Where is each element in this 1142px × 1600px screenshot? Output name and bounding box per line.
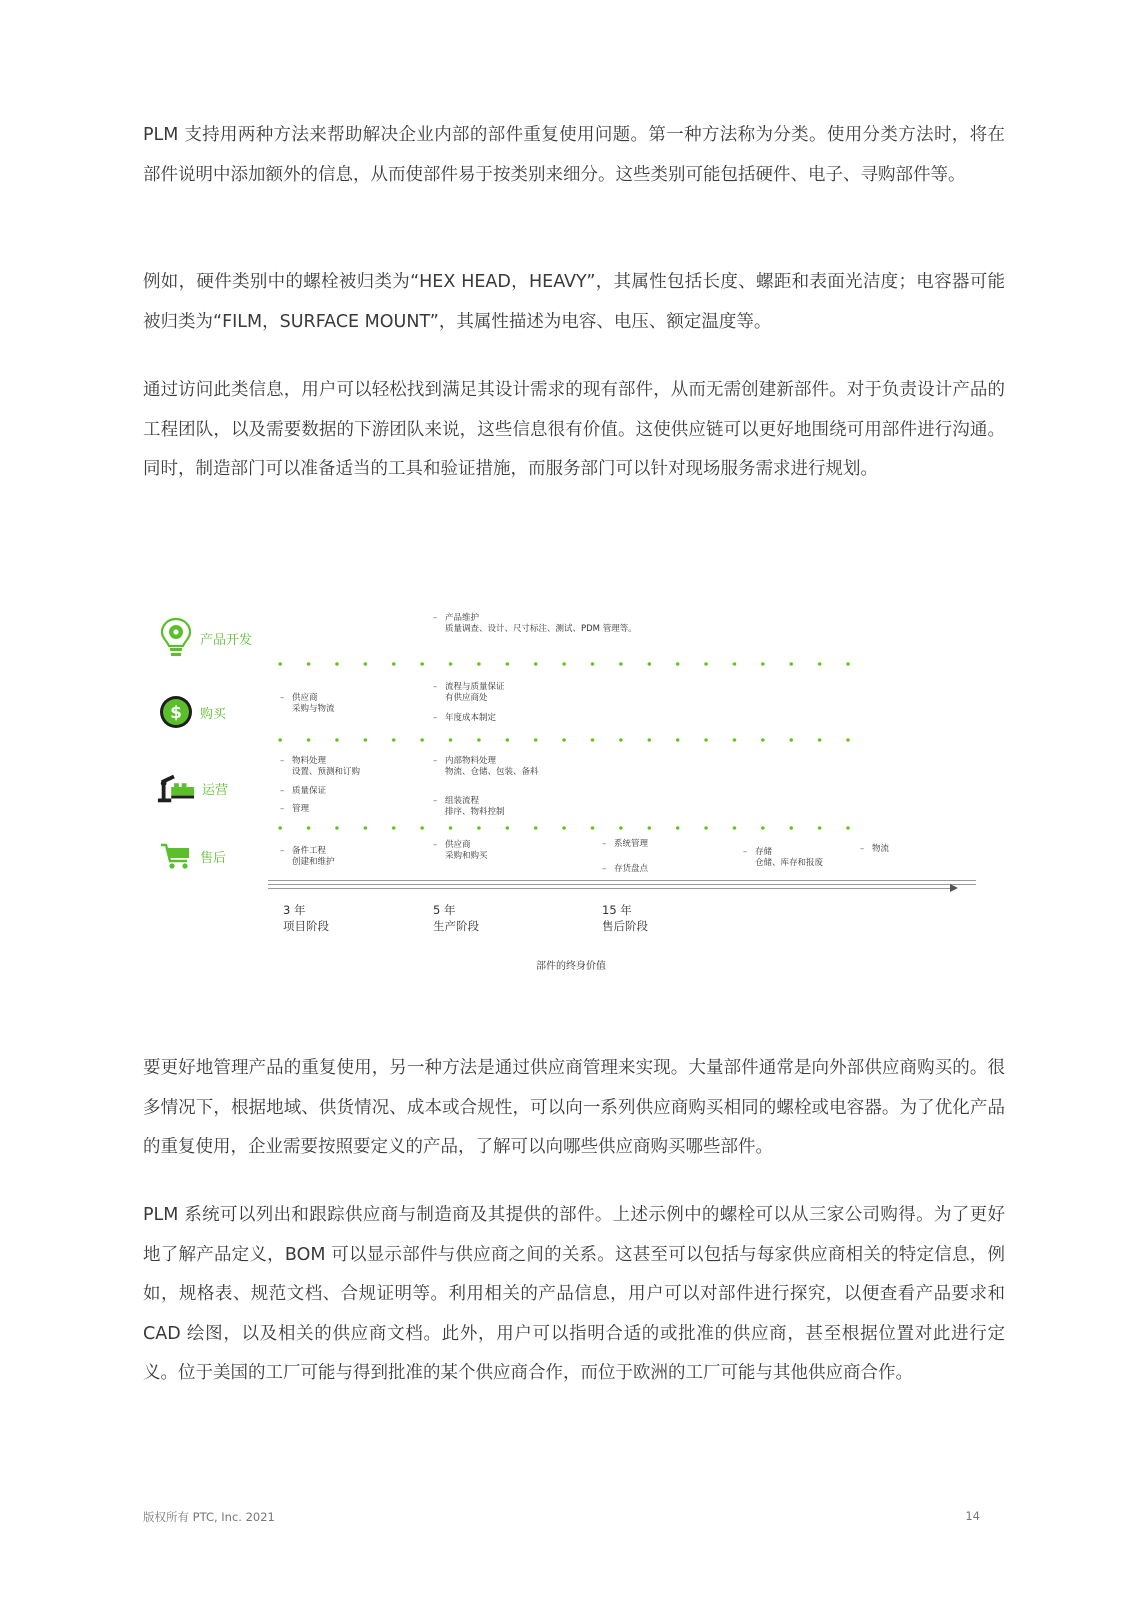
dotted-separator <box>266 826 866 830</box>
note-logistics <box>872 844 889 855</box>
timeline-axis-arrow-line <box>268 888 953 889</box>
paragraph-supplier-management: 要更好地管理产品的重复使用，另一种方法是通过供应商管理来实现。大量部件通常是向外部供应商购买的。很多情况下，根据地域、供货情况、成本或合规性，可以向一系列供应商购买相同的螺栓或电容器。为了优化产品的重复使用，企业需要按照要定义的产品，了解可以向哪些供应商购买哪些部件。 <box>143 1058 1005 1157</box>
paragraph-benefits: 通过访问此类信息，用户可以轻松找到满足其设计需求的现有部件，从而无需创建新部件。对于负责设计产品的工程团队，以及需要数据的下游团队来说，这些信息很有价值。这使供应链可以更好地围绕可用部件进行沟通。同时，制造部门可以准备适当的工具和验证措施，而服务部门可以针对现场服务需求进行规划。 <box>143 380 1005 479</box>
note-detail: 采购和购买 <box>445 851 488 861</box>
footer-copyright: 版权所有 PTC, Inc. 2021 <box>143 1510 275 1524</box>
note-quality-assurance <box>292 786 326 797</box>
paragraph-plm-suppliers: PLM 系统可以列出和跟踪供应商与制造商及其提供的部件。上述示例中的螺栓可以从三家公司购得。为了更好地了解产品定义，BOM 可以显示部件与供应商之间的关系。这甚至可以包括与每家供应商相关的特定信息，例如，规格表、规范文档、合规证明等。利用相关的产品信息，用户可以对部件进行探究，以便查看产品要求和 CAD 绘图，以及相关的供应商文档。此外，用户可以指明合适的或批准的供应商，甚至根据位置对此进行定义。位于美国的工厂可能与得到批准的某个供应商合作，而位于欧洲的工厂可能与其他供应商合作。 <box>143 1205 1005 1383</box>
robot-arm-conveyor-icon <box>156 766 196 810</box>
note-title: – 系统管理 <box>614 839 649 849</box>
note-detail: 采购与物流 <box>292 704 335 714</box>
note-management <box>292 804 309 815</box>
note-detail: 质量调查、设计、尺寸标注、测试、PDM 管理等。 <box>445 624 637 634</box>
phase-label: 项目阶段 <box>283 919 329 933</box>
note-detail: 设置、预测和订购 <box>292 767 361 777</box>
note-detail: 仓储、库存和报废 <box>755 858 824 868</box>
note-title: – 管理 <box>292 804 310 814</box>
note-storage <box>755 847 823 869</box>
dollar-coin-icon <box>156 690 196 734</box>
note-title: – 备件工程 <box>292 846 327 856</box>
category-label: 售后 <box>200 850 227 866</box>
phase-label: 售后阶段 <box>602 919 648 933</box>
note-title: – 存储 <box>755 847 773 857</box>
page-number: 14 <box>965 1509 980 1523</box>
note-spare-parts <box>292 846 335 868</box>
note-title: – 质量保证 <box>292 786 327 796</box>
note-supplier-purchasing <box>445 840 488 862</box>
arrowhead-icon <box>950 884 958 892</box>
note-title: – 内部物料处理 <box>445 756 497 766</box>
phase-label: 生产阶段 <box>433 919 479 933</box>
category-label: 运营 <box>202 782 229 798</box>
note-detail: 创建和维护 <box>292 857 335 867</box>
note-inventory <box>614 864 648 875</box>
note-internal-material <box>445 756 539 778</box>
category-purchasing <box>156 688 226 736</box>
paragraph-example: 例如，硬件类别中的螺栓被归类为“HEX HEAD，HEAVY”，其属性包括长度、螺距和表面光洁度；电容器可能被归类为“FILM，SURFACE MOUNT”，其属性描述为电容、电压、额定温度等。 <box>143 272 1005 332</box>
svg-text:$: $ <box>170 703 182 723</box>
note-title: – 供应商 <box>292 693 318 703</box>
category-label: 产品开发 <box>200 632 253 648</box>
note-title: – 年度成本制定 <box>445 713 497 723</box>
phase-years: 15 年 <box>602 903 632 917</box>
category-label: 购买 <box>200 706 227 722</box>
note-supplier-logistics <box>292 693 335 715</box>
phase-years: 3 年 <box>283 903 306 917</box>
note-title: – 物流 <box>872 844 890 854</box>
note-title: – 供应商 <box>445 840 471 850</box>
note-material-handling <box>292 756 360 778</box>
timeline-axis-line <box>268 880 976 881</box>
note-title: – 存货盘点 <box>614 864 649 874</box>
lifetime-value-figure <box>0 600 1142 1000</box>
category-operations <box>156 764 228 812</box>
note-annual-cost <box>445 713 496 724</box>
note-title: – 流程与质量保证 <box>445 682 505 692</box>
figure-caption: 部件的终身价值 <box>536 961 606 972</box>
phase-years: 5 年 <box>433 903 456 917</box>
note-title: – 物料处理 <box>292 756 327 766</box>
phase-after-sales <box>602 902 648 934</box>
note-title: – 产品维护 <box>445 613 480 623</box>
category-product-development <box>156 614 252 662</box>
note-assembly-process <box>445 796 505 818</box>
note-detail: 物流、仓储、包装、备料 <box>445 767 539 777</box>
note-title: – 组装流程 <box>445 796 480 806</box>
phase-production <box>433 902 479 934</box>
note-detail: 有供应商处 <box>445 693 488 703</box>
lightbulb-gear-icon <box>156 616 196 660</box>
note-process-quality <box>445 682 505 704</box>
note-detail: 排序、物料控制 <box>445 807 505 817</box>
dotted-separator <box>266 738 866 742</box>
shopping-cart-icon <box>156 834 196 878</box>
timeline-axis-line <box>268 884 976 885</box>
note-system-management <box>614 839 648 850</box>
dotted-separator <box>266 662 866 666</box>
paragraph-classification: PLM 支持用两种方法来帮助解决企业内部的部件重复使用问题。第一种方法称为分类。使用分类方法时，将在部件说明中添加额外的信息，从而使部件易于按类别来细分。这些类别可能包括硬件、电子、寻购部件等。 <box>143 125 1005 185</box>
phase-project <box>283 902 329 934</box>
category-after-sales <box>156 832 226 880</box>
note-product-maintenance <box>445 613 637 635</box>
